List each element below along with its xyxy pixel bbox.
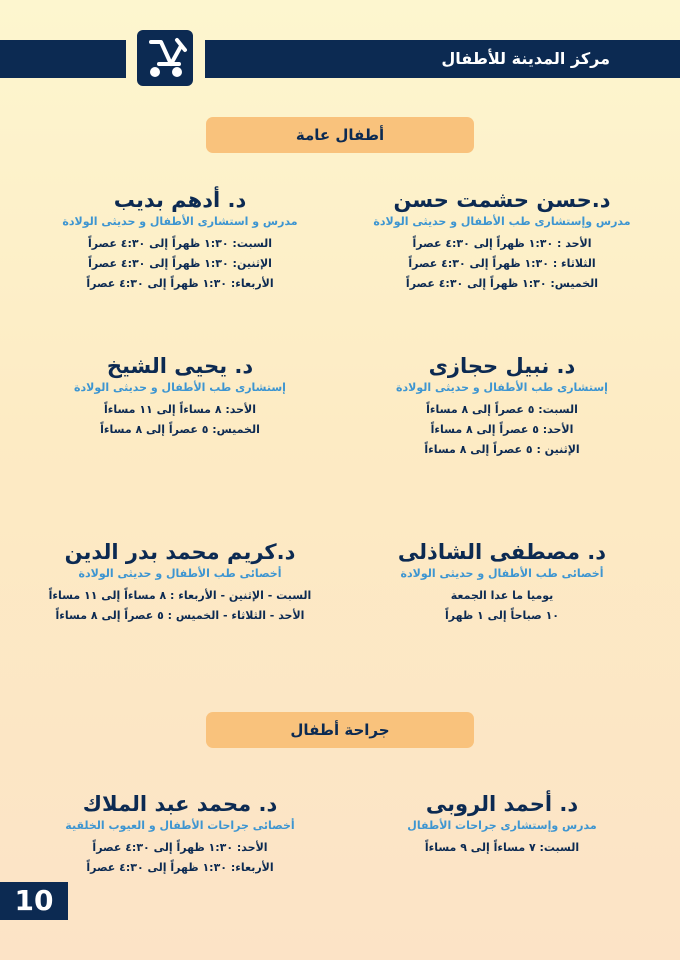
- doctor-hours: السبت: ٥ عصراً إلى ٨ مساءاً: [426, 403, 578, 416]
- doctor-hours: الأحد: ٨ مساءاً إلى ١١ مساءاً: [103, 403, 257, 416]
- doctor-hours: السبت: ٧ مساءاً إلى ٩ مساءاً: [424, 841, 580, 854]
- doctor-hours: الأحد: ٥ عصراً إلى ٨ مساءاً: [430, 423, 574, 436]
- doctor-title: إستشارى طب الأطفال و حديثى الولادة: [396, 381, 608, 394]
- doctor-hours: السبت: ١:٣٠ ظهراً إلى ٤:٣٠ عصراً: [87, 237, 273, 250]
- doctor-card: [30, 790, 330, 878]
- doctor-hours: الخميس: ١:٣٠ ظهراً إلى ٤:٣٠ عصراً: [405, 277, 599, 290]
- doctor-name: د. مصطفى الشاذلى: [397, 540, 607, 564]
- doctor-title: أخصائى طب الأطفال و حديثى الولادة: [78, 567, 282, 580]
- header-title: مركز المدينة للأطفال: [205, 40, 680, 78]
- doctor-title: أخصائى طب الأطفال و حديثى الولادة: [400, 567, 604, 580]
- doctor-hours: الأربعاء: ١:٣٠ ظهراً إلى ٤:٣٠ عصراً: [86, 861, 274, 874]
- doctor-hours: الأربعاء: ١:٣٠ ظهراً إلى ٤:٣٠ عصراً: [86, 277, 274, 290]
- doctor-card: [30, 186, 330, 294]
- doctor-hours: ١٠ صباحاً إلى ١ ظهراً: [444, 609, 560, 622]
- section-heading-general: أطفال عامة: [206, 117, 474, 153]
- doctor-title: مدرس و استشارى الأطفال و حديثى الولادة: [62, 215, 298, 228]
- doctor-name: د.كريم محمد بدر الدين: [64, 540, 296, 564]
- doctor-card: [352, 538, 652, 626]
- doctor-hours: السبت - الإثنين - الأربعاء : ٨ مساءاً إلى ١١ مساءاً: [48, 589, 312, 602]
- doctor-hours: يوميا ما عدا الجمعة: [450, 589, 554, 602]
- doctor-card: [352, 352, 652, 460]
- doctor-name: د. نبيل حجازى: [428, 354, 576, 378]
- section-heading-surgery: جراحة أطفال: [206, 712, 474, 748]
- doctor-card: [30, 352, 330, 440]
- doctor-name: د. أحمد الروبى: [425, 792, 579, 816]
- doctor-hours: الأحد - الثلاثاء - الخميس : ٥ عصراً إلى ٨ مساءاً: [55, 609, 305, 622]
- doctor-title: أخصائى جراحات الأطفال و العيوب الخلقية: [65, 819, 295, 832]
- doctor-hours: الأحد : ١:٣٠ ظهراً إلى ٤:٣٠ عصراً: [412, 237, 592, 250]
- doctor-title: إستشارى طب الأطفال و حديثى الولادة: [74, 381, 286, 394]
- doctor-name: د.حسن حشمت حسن: [393, 188, 611, 212]
- doctor-card: [352, 186, 652, 294]
- stroller-icon: [137, 30, 193, 86]
- doctor-name: د. يحيى الشيخ: [106, 354, 254, 378]
- doctor-card: [30, 538, 330, 626]
- doctor-card: [352, 790, 652, 858]
- doctor-name: د. محمد عبد الملاك: [82, 792, 278, 816]
- page-number: 10: [0, 882, 68, 920]
- doctor-hours: الإثنين : ٥ عصراً إلى ٨ مساءاً: [424, 443, 580, 456]
- doctor-title: مدرس وإستشارى طب الأطفال و حديثى الولادة: [373, 215, 631, 228]
- doctor-hours: الخميس: ٥ عصراً إلى ٨ مساءاً: [100, 423, 260, 436]
- doctor-name: د. أدهم بديب: [113, 188, 247, 212]
- doctor-title: مدرس وإستشارى جراحات الأطفال: [407, 819, 597, 832]
- doctor-hours: الثلاثاء : ١:٣٠ ظهراً إلى ٤:٣٠ عصراً: [408, 257, 596, 270]
- doctor-hours: الأحد: ١:٣٠ ظهراً إلى ٤:٣٠ عصراً: [92, 841, 268, 854]
- header-bar-left: [0, 40, 126, 78]
- doctor-hours: الإثنين: ١:٣٠ ظهراً إلى ٤:٣٠ عصراً: [88, 257, 272, 270]
